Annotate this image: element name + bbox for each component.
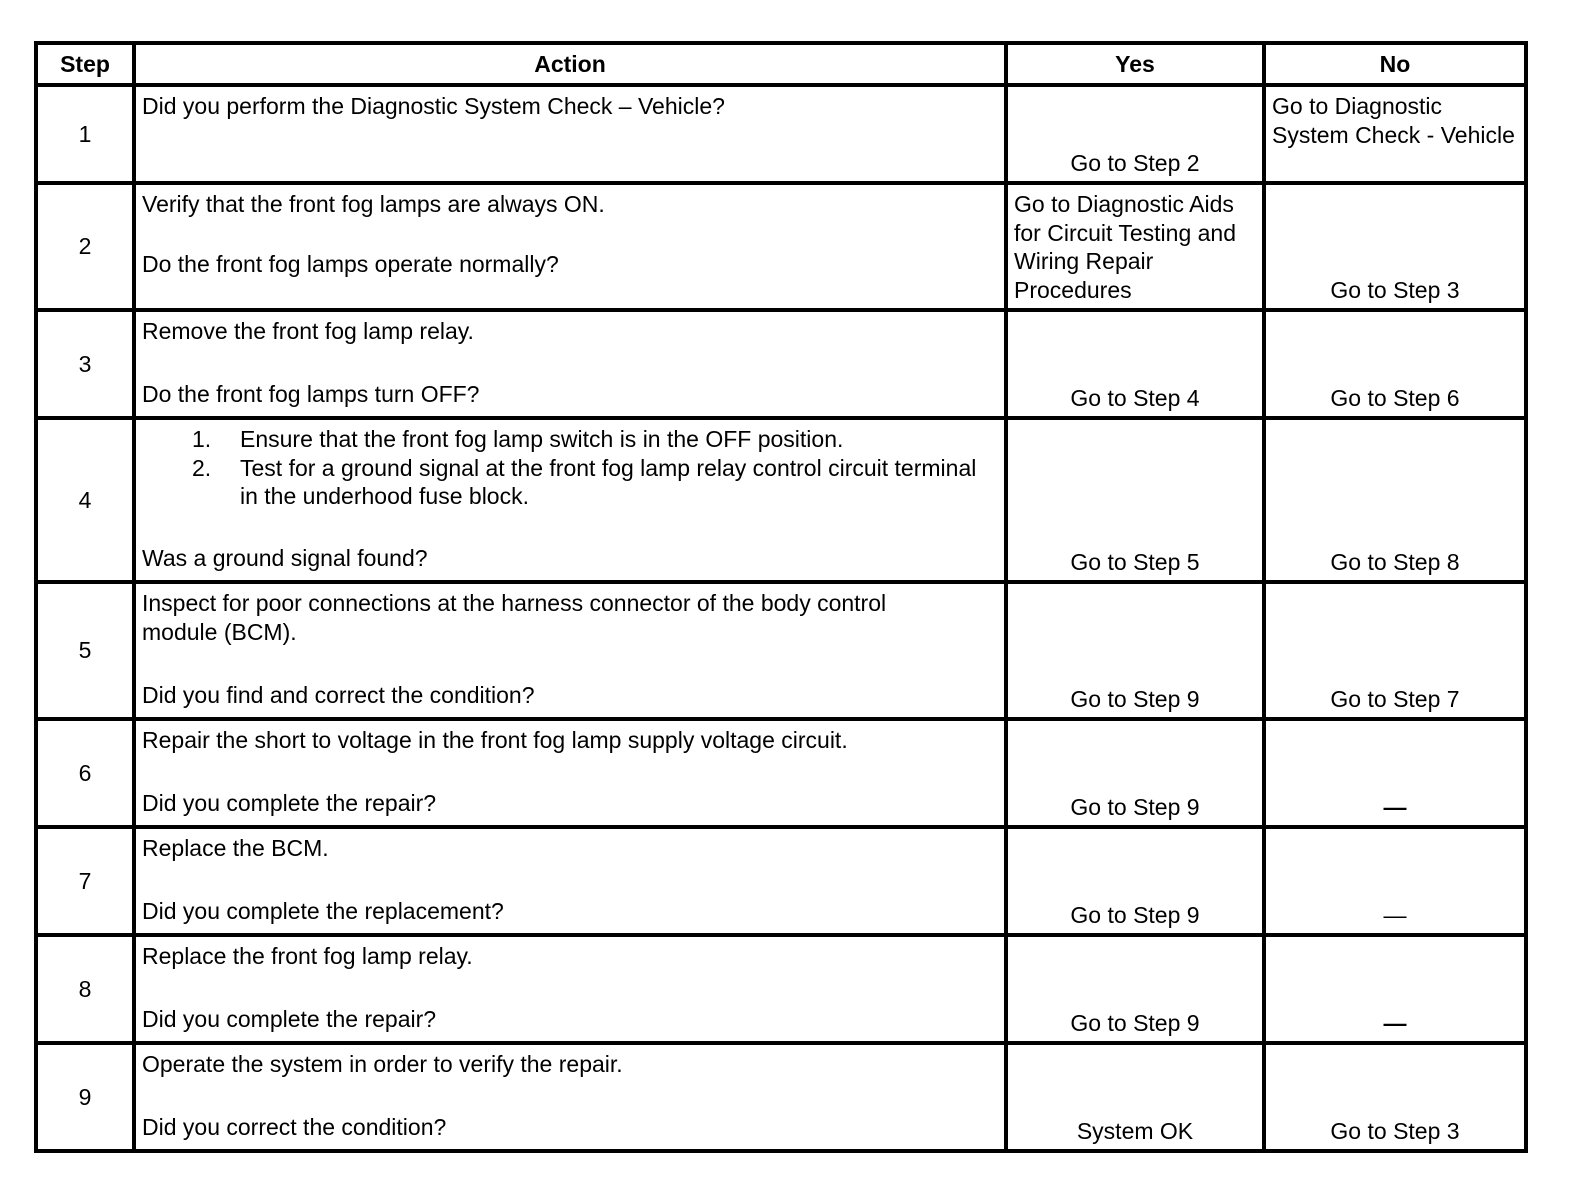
action-cell [134, 183, 1006, 310]
action-question: Did you find and correct the condition? [142, 681, 535, 708]
yes-cell: Go to Step 9 [1006, 827, 1264, 935]
action-question: Do the front fog lamps turn OFF? [142, 380, 480, 407]
table-header-row [36, 43, 1526, 85]
table-row [36, 418, 1526, 582]
no-cell: Go to Diagnostic System Check - Vehicle [1264, 85, 1526, 183]
dash-mark: — [1383, 901, 1407, 928]
action-cell [134, 582, 1006, 719]
list-item-number: 2. [192, 454, 212, 481]
action-cell [134, 310, 1006, 418]
action-question: Did you complete the replacement? [142, 897, 504, 924]
yes-cell: Go to Step 4 [1006, 310, 1264, 418]
step-number: 7 [36, 827, 134, 935]
step-number: 4 [36, 418, 134, 582]
action-step-list [142, 425, 998, 511]
no-cell: Go to Step 3 [1264, 1043, 1526, 1151]
action-question: Did you complete the repair? [142, 1005, 437, 1032]
action-cell [134, 719, 1006, 827]
header-no: No [1264, 43, 1526, 85]
table-row [36, 183, 1526, 310]
action-text: Replace the BCM. [142, 835, 329, 861]
table-row [36, 935, 1526, 1043]
table-row [36, 1043, 1526, 1151]
no-cell: Go to Step 3 [1264, 183, 1526, 310]
header-step: Step [36, 43, 134, 85]
yes-cell: System OK [1006, 1043, 1264, 1151]
action-text: Verify that the front fog lamps are always ON. [142, 191, 605, 217]
step-number: 9 [36, 1043, 134, 1151]
step-number: 1 [36, 85, 134, 183]
step-number: 8 [36, 935, 134, 1043]
yes-cell: Go to Step 2 [1006, 85, 1264, 183]
list-item-text: Ensure that the front fog lamp switch is in the OFF position. [240, 426, 844, 452]
action-question: Did you correct the condition? [142, 1113, 447, 1140]
dash-mark: — [1383, 1009, 1407, 1036]
action-text: Operate the system in order to verify the repair. [142, 1051, 623, 1077]
no-cell [1264, 935, 1526, 1043]
header-yes: Yes [1006, 43, 1264, 85]
action-text: Replace the front fog lamp relay. [142, 943, 473, 969]
step-number: 2 [36, 183, 134, 310]
action-cell [134, 1043, 1006, 1151]
dash-mark: — [1383, 793, 1407, 820]
yes-cell: Go to Step 9 [1006, 719, 1264, 827]
step-number: 5 [36, 582, 134, 719]
no-cell: Go to Step 6 [1264, 310, 1526, 418]
no-cell [1264, 827, 1526, 935]
action-question: Do the front fog lamps operate normally? [142, 250, 559, 277]
diagnostic-table [34, 41, 1528, 1153]
header-action: Action [134, 43, 1006, 85]
list-item-number: 1. [192, 426, 212, 452]
action-question: Did you complete the repair? [142, 789, 437, 816]
action-cell [134, 935, 1006, 1043]
list-item [192, 454, 998, 511]
table-row [36, 582, 1526, 719]
action-text: Repair the short to voltage in the front fog lamp supply voltage circuit. [142, 727, 848, 753]
list-item [192, 425, 998, 454]
no-cell: Go to Step 7 [1264, 582, 1526, 719]
action-question: Was a ground signal found? [142, 544, 428, 571]
list-item-text: Test for a ground signal at the front fog lamp relay control circuit terminal in the underhood fuse block. [240, 454, 977, 509]
table-row [36, 827, 1526, 935]
table-row [36, 85, 1526, 183]
no-cell: Go to Step 8 [1264, 418, 1526, 582]
yes-cell: Go to Diagnostic Aids for Circuit Testing and Wiring Repair Procedures [1006, 183, 1264, 310]
action-cell [134, 85, 1006, 183]
table-row [36, 719, 1526, 827]
yes-cell: Go to Step 5 [1006, 418, 1264, 582]
action-text: Did you perform the Diagnostic System Check – Vehicle? [142, 93, 725, 119]
no-cell [1264, 719, 1526, 827]
action-cell [134, 418, 1006, 582]
step-number: 6 [36, 719, 134, 827]
action-text: Inspect for poor connections at the harness connector of the body control module (BCM). [142, 590, 887, 645]
table-row [36, 310, 1526, 418]
action-cell [134, 827, 1006, 935]
action-text: Remove the front fog lamp relay. [142, 318, 474, 344]
yes-cell: Go to Step 9 [1006, 935, 1264, 1043]
yes-cell: Go to Step 9 [1006, 582, 1264, 719]
step-number: 3 [36, 310, 134, 418]
